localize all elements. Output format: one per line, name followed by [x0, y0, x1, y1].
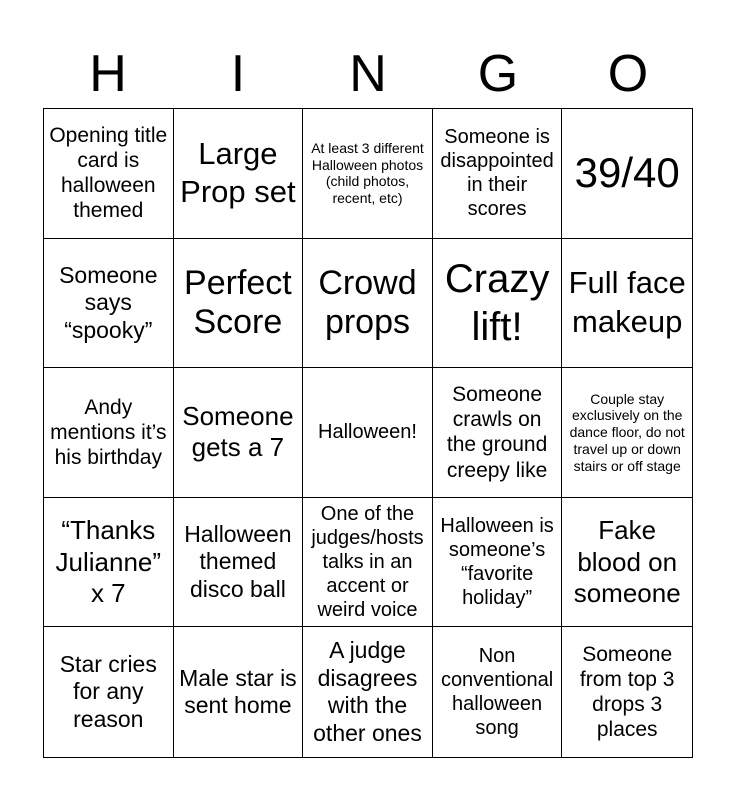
cell-text: Perfect Score — [184, 263, 292, 341]
bingo-cell free-space[interactable] — [303, 368, 433, 498]
cell-text: Couple stay exclusively on the dance floor, do not travel up or down stairs or off stage — [569, 390, 685, 474]
bingo-cell[interactable] — [174, 368, 304, 498]
cell-text: One of the judges/hosts talks in an accent or weird voice — [311, 503, 424, 622]
bingo-cell[interactable] — [174, 109, 304, 239]
cell-text: Halloween! — [318, 421, 417, 444]
bingo-cell[interactable] — [303, 109, 433, 239]
bingo-cell[interactable] — [44, 627, 174, 757]
bingo-grid — [43, 108, 693, 758]
header-letter-i: I — [230, 45, 246, 103]
cell-text: A judge disagrees with the other ones — [313, 637, 422, 746]
bingo-cell[interactable] — [433, 109, 563, 239]
cell-text: Large Prop set — [180, 135, 296, 210]
bingo-cell[interactable] — [433, 368, 563, 498]
bingo-header — [43, 40, 693, 108]
bingo-cell[interactable] — [562, 239, 692, 369]
cell-text: Halloween is someone’s “favorite holiday” — [440, 515, 554, 610]
cell-text: Crazy lift! — [444, 256, 550, 349]
cell-text: Non conventional halloween song — [440, 645, 554, 740]
cell-text: Halloween themed disco ball — [184, 520, 292, 602]
bingo-cell[interactable] — [562, 498, 692, 628]
bingo-cell[interactable] — [303, 239, 433, 369]
bingo-cell[interactable] — [44, 109, 174, 239]
cell-text: Someone says “spooky” — [59, 261, 158, 343]
bingo-cell[interactable] — [433, 239, 563, 369]
bingo-cell[interactable] — [562, 368, 692, 498]
cell-text: Full face makeup — [568, 265, 686, 339]
cell-text: Andy mentions it’s his birthday — [50, 395, 167, 470]
header-letter-n: N — [349, 45, 387, 103]
header-letter-g: G — [477, 45, 519, 103]
cell-text: Someone gets a 7 — [182, 401, 294, 463]
bingo-cell[interactable] — [433, 627, 563, 757]
cell-text: Opening title card is halloween themed — [49, 123, 168, 223]
cell-text: At least 3 different Halloween photos (child photos, recent, etc) — [311, 139, 424, 207]
cell-text: 39/40 — [574, 149, 680, 197]
cell-text: Star cries for any reason — [59, 650, 157, 732]
bingo-cell[interactable] — [44, 498, 174, 628]
bingo-cell[interactable] — [562, 627, 692, 757]
cell-text: “Thanks Julianne” x 7 — [55, 515, 162, 608]
bingo-cell[interactable] — [174, 498, 304, 628]
cell-text: Male star is sent home — [179, 664, 297, 719]
cell-text: Someone crawls on the ground creepy like — [446, 383, 548, 482]
bingo-cell[interactable] — [44, 368, 174, 498]
header-letter-o: O — [607, 45, 649, 103]
bingo-cell[interactable] — [174, 627, 304, 757]
cell-text: Someone is disappointed in their scores — [440, 126, 554, 221]
bingo-cell[interactable] — [433, 498, 563, 628]
cell-text: Someone from top 3 drops 3 places — [579, 642, 675, 742]
bingo-cell[interactable] — [303, 498, 433, 628]
bingo-cell[interactable] — [174, 239, 304, 369]
bingo-cell[interactable] — [562, 109, 692, 239]
bingo-cell[interactable] — [303, 627, 433, 757]
cell-text: Crowd props — [318, 263, 417, 341]
bingo-cell[interactable] — [44, 239, 174, 369]
cell-text: Fake blood on someone — [573, 515, 681, 608]
header-letter-h: H — [89, 45, 127, 103]
